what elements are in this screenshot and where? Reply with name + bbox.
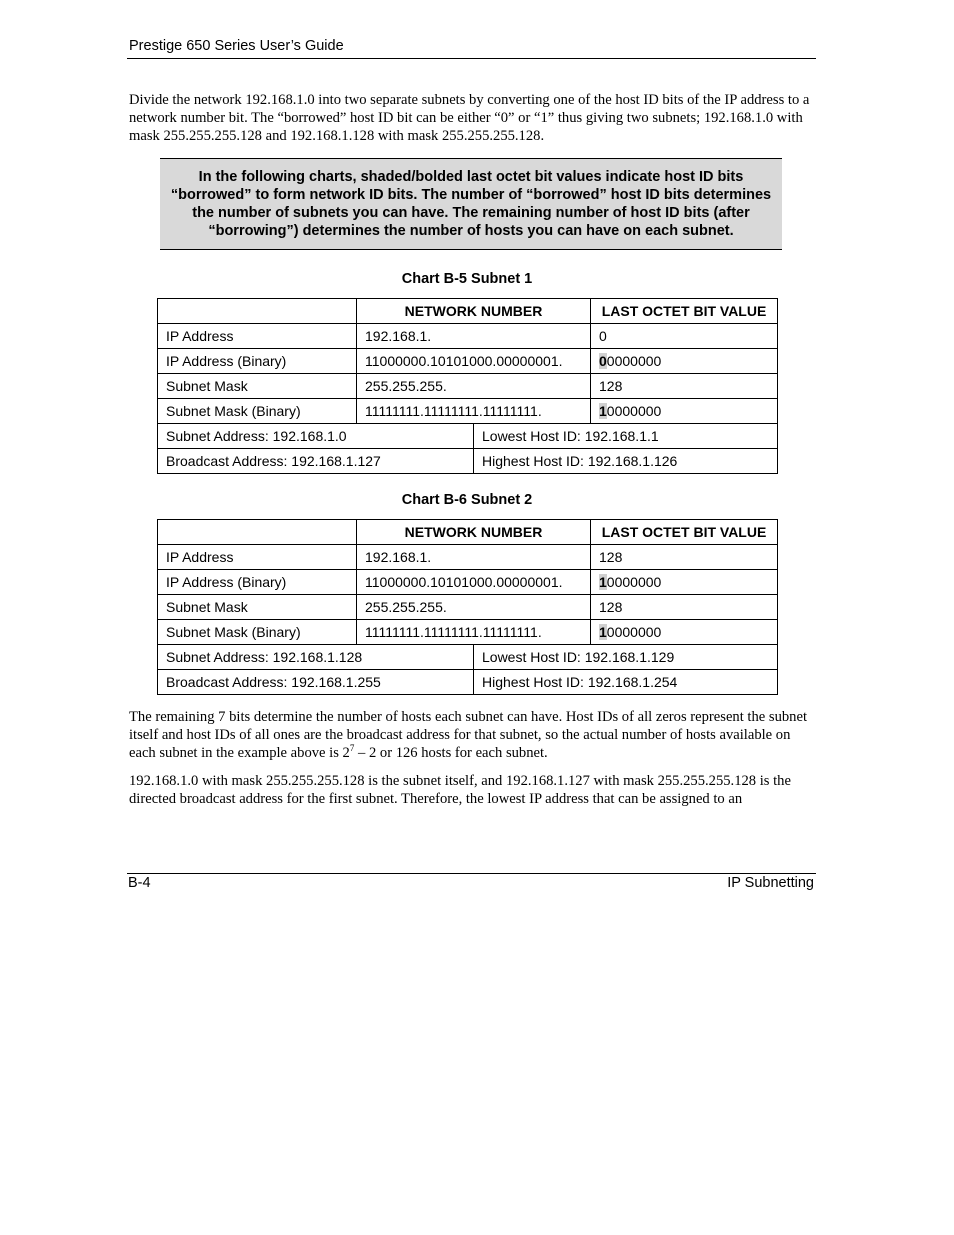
row-label: Subnet Mask xyxy=(158,374,357,399)
subnet-2-table xyxy=(157,519,778,695)
last-octet-value xyxy=(591,545,778,570)
network-number-header: NETWORK NUMBER xyxy=(357,520,591,545)
remaining-bits: 0000000 xyxy=(606,403,662,419)
network-value: 192.168.1. xyxy=(357,324,591,349)
row-label: IP Address (Binary) xyxy=(158,570,357,595)
hosts-text: The remaining 7 bits determine the number of hosts each subnet can have. Host IDs of all zeros represent the subnet itself and host IDs of all ones are the broadcast address for that subnet, so the actual number of hosts available on each subnet in the example above is 2 xyxy=(129,709,807,761)
remaining-bits: 0 xyxy=(599,328,607,344)
row-label: Subnet Mask xyxy=(158,595,357,620)
table-row xyxy=(158,645,778,670)
table-row xyxy=(158,349,778,374)
subnet-address: Subnet Address: 192.168.1.128 xyxy=(158,645,474,670)
table-row xyxy=(158,620,778,645)
remaining-bits: 128 xyxy=(599,599,623,615)
footer-rule xyxy=(127,873,816,874)
table-header-row xyxy=(158,520,778,545)
table-row xyxy=(158,595,778,620)
network-value: 255.255.255. xyxy=(357,595,591,620)
network-value: 11000000.10101000.00000001. xyxy=(357,570,591,595)
table-row xyxy=(158,324,778,349)
page-header-title: Prestige 650 Series User’s Guide xyxy=(129,38,344,54)
row-label: IP Address (Binary) xyxy=(158,349,357,374)
last-octet-value xyxy=(591,595,778,620)
table-row xyxy=(158,570,778,595)
section-title: IP Subnetting xyxy=(727,875,814,891)
table-row xyxy=(158,545,778,570)
last-octet-value xyxy=(591,324,778,349)
remaining-bits: 128 xyxy=(599,549,623,565)
intro-paragraph: Divide the network 192.168.1.0 into two separate subnets by converting one of the host ID bits of the IP address to a network number bit. The “borrowed” host ID bit can be either “0” or “1” thus giving two subnets; 192.168.1.0 with mask 255.255.255.128 and 192.168.1.128 with mask 255.255.255.128. xyxy=(129,92,810,144)
row-label: Subnet Mask (Binary) xyxy=(158,399,357,424)
borrowed-bit: 1 xyxy=(599,574,607,590)
network-value: 255.255.255. xyxy=(357,374,591,399)
table-header-row xyxy=(158,299,778,324)
hosts-text-end: – 2 or 126 hosts for each subnet. xyxy=(354,745,548,761)
network-value: 192.168.1. xyxy=(357,545,591,570)
last-octet-value xyxy=(591,620,778,645)
borrowed-bit: 1 xyxy=(599,624,607,640)
lowest-host-id: Lowest Host ID: 192.168.1.129 xyxy=(474,645,778,670)
highest-host-id: Highest Host ID: 192.168.1.126 xyxy=(474,449,778,474)
table-row xyxy=(158,449,778,474)
remaining-bits: 0000000 xyxy=(606,353,662,369)
table-row xyxy=(158,424,778,449)
highest-host-id: Highest Host ID: 192.168.1.254 xyxy=(474,670,778,695)
table-row xyxy=(158,670,778,695)
exponent: 7 xyxy=(349,743,355,753)
subnet-1-table xyxy=(157,298,778,474)
last-octet-value xyxy=(591,374,778,399)
chart-caption-subnet-2: Chart B-6 Subnet 2 xyxy=(401,492,533,508)
last-octet-value xyxy=(591,570,778,595)
borrowed-bit: 0 xyxy=(599,353,607,369)
chart-caption-subnet-1: Chart B-5 Subnet 1 xyxy=(401,271,533,287)
remaining-bits: 0000000 xyxy=(606,624,662,640)
remaining-bits: 0000000 xyxy=(606,574,662,590)
last-octet-value xyxy=(591,399,778,424)
header-rule xyxy=(127,58,816,59)
page-number: B-4 xyxy=(128,875,151,891)
last-octet-header: LAST OCTET BIT VALUE xyxy=(591,299,778,324)
empty-header-cell xyxy=(158,520,357,545)
last-octet-header: LAST OCTET BIT VALUE xyxy=(591,520,778,545)
note-box xyxy=(160,158,782,250)
lowest-host-id: Lowest Host ID: 192.168.1.1 xyxy=(474,424,778,449)
network-value: 11111111.11111111.11111111. xyxy=(357,620,591,645)
row-label: Subnet Mask (Binary) xyxy=(158,620,357,645)
borrowed-bit: 1 xyxy=(599,403,607,419)
network-value: 11000000.10101000.00000001. xyxy=(357,349,591,374)
empty-header-cell xyxy=(158,299,357,324)
last-octet-value xyxy=(591,349,778,374)
broadcast-address: Broadcast Address: 192.168.1.255 xyxy=(158,670,474,695)
note-text: In the following charts, shaded/bolded last octet bit values indicate host ID bits “borrowed” to form network ID bits. The number of “borrowed” host ID bits determines the number of subnets you can have. The remaining number of host ID bits (after “borrowing”) determines the number of hosts you can have on each subnet. xyxy=(170,169,772,239)
network-value: 11111111.11111111.11111111. xyxy=(357,399,591,424)
hosts-paragraph xyxy=(129,708,819,762)
table-row xyxy=(158,399,778,424)
row-label: IP Address xyxy=(158,545,357,570)
row-label: IP Address xyxy=(158,324,357,349)
subnet-address: Subnet Address: 192.168.1.0 xyxy=(158,424,474,449)
remaining-bits: 128 xyxy=(599,378,623,394)
table-row xyxy=(158,374,778,399)
broadcast-address: Broadcast Address: 192.168.1.127 xyxy=(158,449,474,474)
broadcast-paragraph: 192.168.1.0 with mask 255.255.255.128 is the subnet itself, and 192.168.1.127 with mask 255.255.255.128 is the directed broadcast address for the first subnet. Therefore, the lowest IP address that can be assigned to an xyxy=(129,773,791,807)
network-number-header: NETWORK NUMBER xyxy=(357,299,591,324)
